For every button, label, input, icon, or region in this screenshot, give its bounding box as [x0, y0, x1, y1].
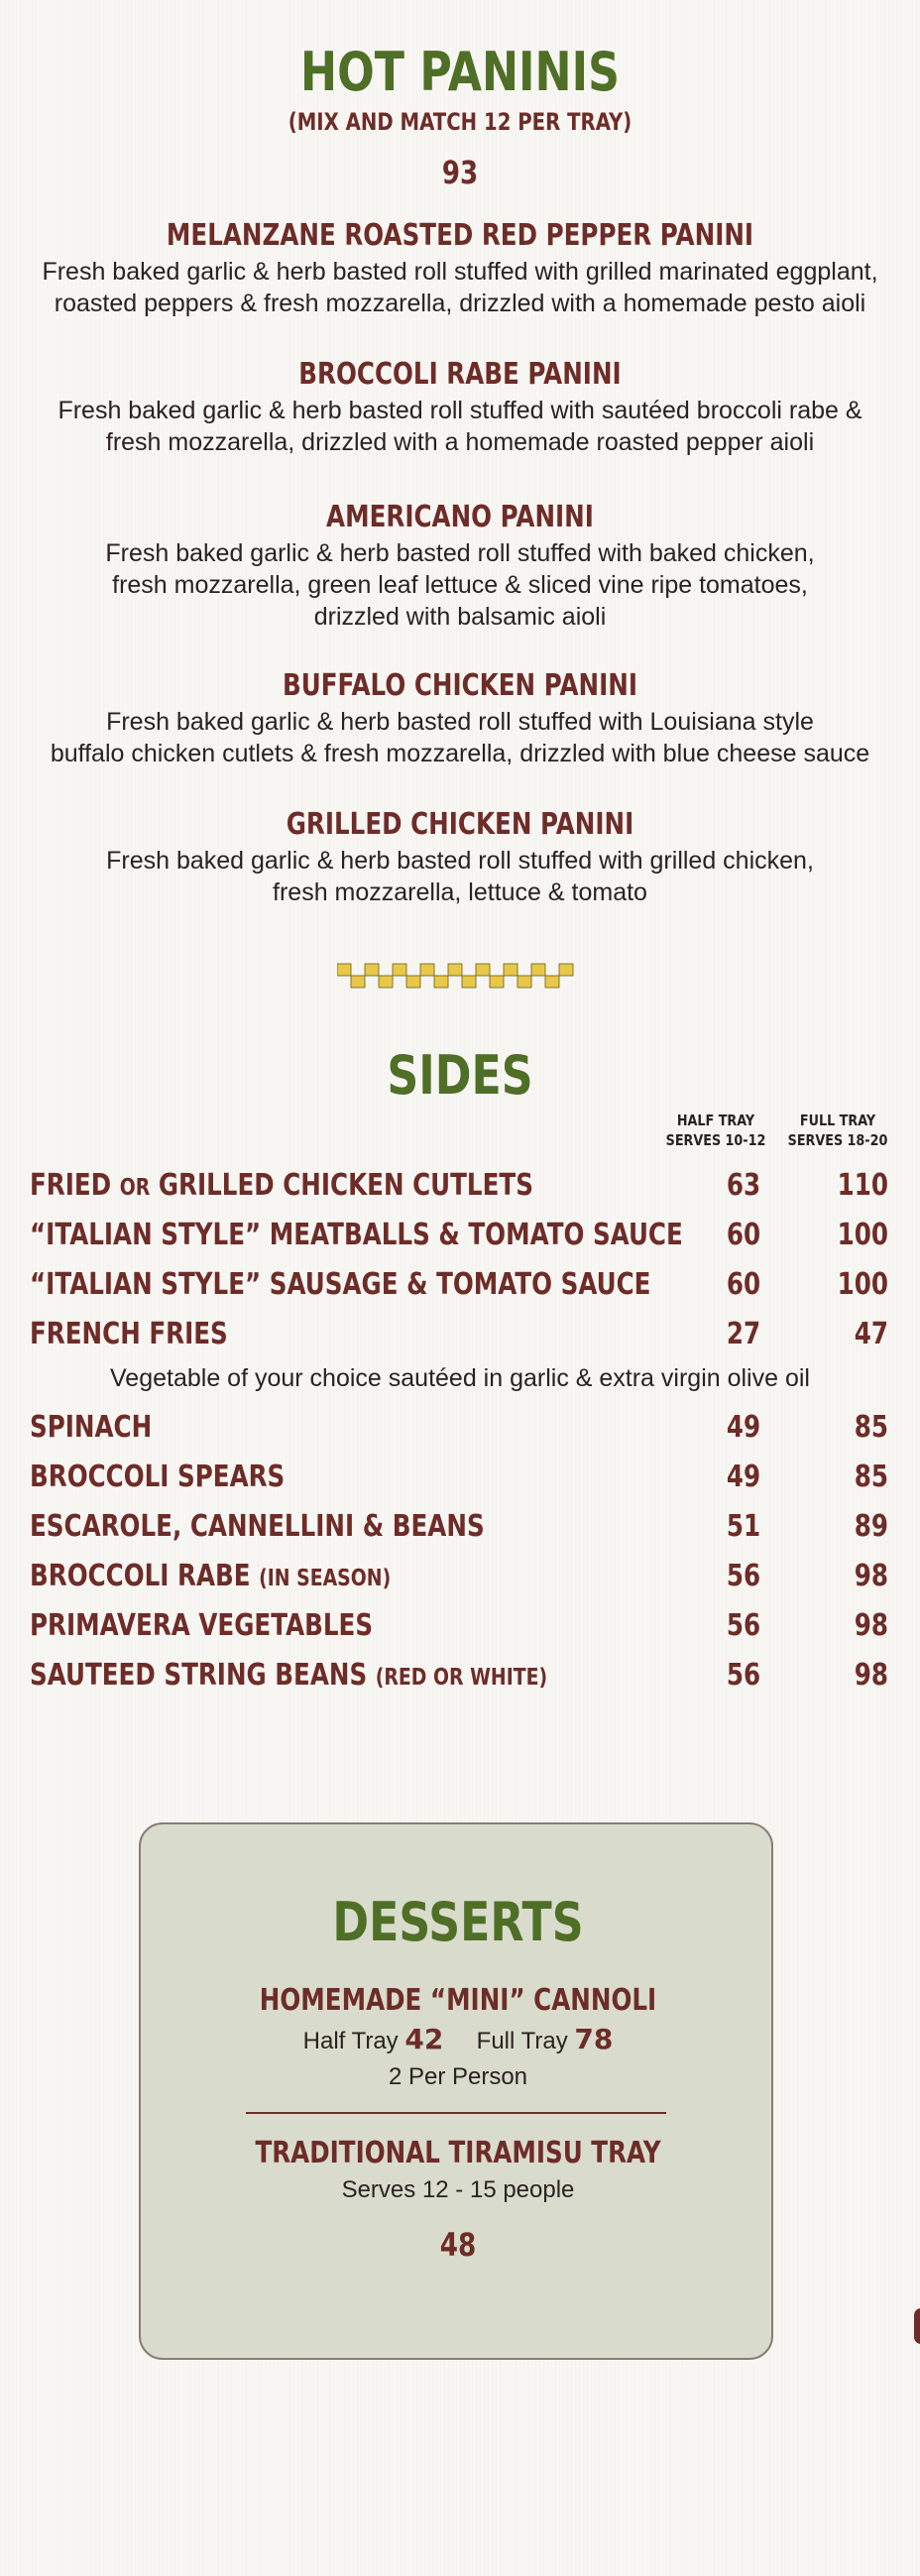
- cannoli-full-price: 78: [574, 2023, 614, 2055]
- side-name: BROCCOLI RABE (IN SEASON): [30, 1559, 392, 1593]
- full-tray-header: [779, 1111, 897, 1150]
- cannoli-note: 2 Per Person: [388, 2063, 528, 2090]
- paninis-title: HOT PANINIS: [300, 41, 620, 103]
- panini-name: MELANZANE ROASTED RED PEPPER PANINI: [166, 218, 754, 253]
- desc-line: buffalo chicken cutlets & fresh mozzarella, drizzled with blue cheese sauce: [50, 740, 870, 767]
- side-row: [30, 1313, 888, 1356]
- side-name: PRIMAVERA VEGETABLES: [30, 1608, 374, 1643]
- full-tray-label: Full Tray: [476, 2028, 568, 2054]
- tiramisu-name: TRADITIONAL TIRAMISU TRAY: [255, 2136, 661, 2170]
- side-half-price: 56: [726, 1559, 761, 1593]
- desc-line: Fresh baked garlic & herb basted roll stuffed with baked chicken,: [105, 539, 815, 567]
- side-name: SAUTEED STRING BEANS (RED OR WHITE): [30, 1658, 548, 1693]
- side-half-price: 60: [726, 1267, 761, 1302]
- side-row: [30, 1604, 888, 1648]
- panini-name: AMERICANO PANINI: [326, 500, 594, 534]
- half-tray-label: HALF TRAY: [676, 1112, 755, 1129]
- paninis-subtitle: (MIX AND MATCH 12 PER TRAY): [288, 108, 632, 136]
- desc-line: Fresh baked garlic & herb basted roll stuffed with grilled marinated eggplant,: [42, 258, 878, 286]
- side-row: [30, 1164, 888, 1208]
- side-row: [30, 1654, 888, 1698]
- side-half-price: 27: [726, 1317, 761, 1351]
- desc-line: fresh mozzarella, lettuce & tomato: [273, 878, 647, 906]
- panini-desc: [40, 395, 880, 458]
- cannoli-prices: [141, 2023, 775, 2058]
- side-half-price: 49: [726, 1410, 761, 1445]
- vegetable-note: Vegetable of your choice sautéed in garlic & extra virgin olive oil: [110, 1364, 810, 1392]
- desc-line: drizzled with balsamic aioli: [313, 603, 607, 631]
- side-name: “ITALIAN STYLE” MEATBALLS & TOMATO SAUCE: [30, 1218, 683, 1252]
- side-full-price: 100: [837, 1267, 888, 1302]
- side-half-price: 51: [726, 1509, 761, 1544]
- desc-line: Fresh baked garlic & herb basted roll stuffed with grilled chicken,: [106, 847, 814, 875]
- side-name: ESCAROLE, CANNELLINI & BEANS: [30, 1509, 485, 1544]
- cannoli-half-price: 42: [404, 2023, 444, 2055]
- side-row: [30, 1555, 888, 1598]
- side-name: “ITALIAN STYLE” SAUSAGE & TOMATO SAUCE: [30, 1267, 651, 1302]
- side-row: [30, 1214, 888, 1257]
- panini-desc: [40, 706, 880, 769]
- side-row: [30, 1263, 888, 1307]
- desserts-panel: [139, 1822, 773, 2360]
- panini-name: BUFFALO CHICKEN PANINI: [282, 668, 637, 703]
- side-full-price: 85: [854, 1460, 888, 1494]
- checkered-divider-icon: [337, 960, 575, 995]
- desserts-title: DESSERTS: [332, 1891, 584, 1953]
- desc-line: fresh mozzarella, green leaf lettuce & sliced vine ripe tomatoes,: [112, 571, 808, 599]
- side-name: BROCCOLI SPEARS: [30, 1460, 286, 1494]
- side-full-price: 47: [854, 1317, 888, 1351]
- tiramisu-note: Serves 12 - 15 people: [341, 2176, 575, 2203]
- side-half-price: 60: [726, 1218, 761, 1252]
- full-tray-label: FULL TRAY: [799, 1112, 876, 1129]
- panini-desc: [40, 537, 880, 633]
- panini-desc: [40, 256, 880, 319]
- half-tray-label: Half Tray: [302, 2028, 399, 2054]
- side-full-price: 98: [854, 1608, 888, 1643]
- side-full-price: 89: [854, 1509, 888, 1544]
- half-tray-header: [657, 1111, 775, 1150]
- panini-desc: [40, 845, 880, 908]
- side-name: SPINACH: [30, 1410, 153, 1445]
- page-edge-marker: [914, 2308, 920, 2344]
- side-name: FRIED OR GRILLED CHICKEN CUTLETS: [30, 1168, 533, 1203]
- full-tray-serves: SERVES 18-20: [787, 1131, 888, 1149]
- paninis-price: 93: [441, 154, 479, 191]
- side-full-price: 98: [854, 1559, 888, 1593]
- desc-line: Fresh baked garlic & herb basted roll stuffed with sautéed broccoli rabe &: [58, 397, 862, 424]
- desc-line: fresh mozzarella, drizzled with a homemade roasted pepper aioli: [105, 428, 815, 456]
- half-tray-serves: SERVES 10-12: [665, 1131, 766, 1149]
- tiramisu-price: 48: [439, 2226, 477, 2264]
- side-row: [30, 1456, 888, 1499]
- desc-line: roasted peppers & fresh mozzarella, drizzled with a homemade pesto aioli: [54, 290, 866, 317]
- side-row: [30, 1406, 888, 1450]
- side-full-price: 98: [854, 1658, 888, 1693]
- side-full-price: 110: [837, 1168, 888, 1203]
- dessert-divider: [246, 2112, 666, 2114]
- side-full-price: 85: [854, 1410, 888, 1445]
- side-full-price: 100: [837, 1218, 888, 1252]
- panini-name: GRILLED CHICKEN PANINI: [286, 807, 634, 842]
- side-name: FRENCH FRIES: [30, 1317, 228, 1351]
- side-row: [30, 1505, 888, 1549]
- side-half-price: 49: [726, 1460, 761, 1494]
- desc-line: Fresh baked garlic & herb basted roll stuffed with Louisiana style: [106, 708, 814, 736]
- sides-title: SIDES: [387, 1044, 533, 1107]
- side-half-price: 56: [726, 1658, 761, 1693]
- side-half-price: 63: [726, 1168, 761, 1203]
- cannoli-name: HOMEMADE “MINI” CANNOLI: [259, 1983, 657, 2018]
- side-half-price: 56: [726, 1608, 761, 1643]
- panini-name: BROCCOLI RABE PANINI: [298, 357, 622, 392]
